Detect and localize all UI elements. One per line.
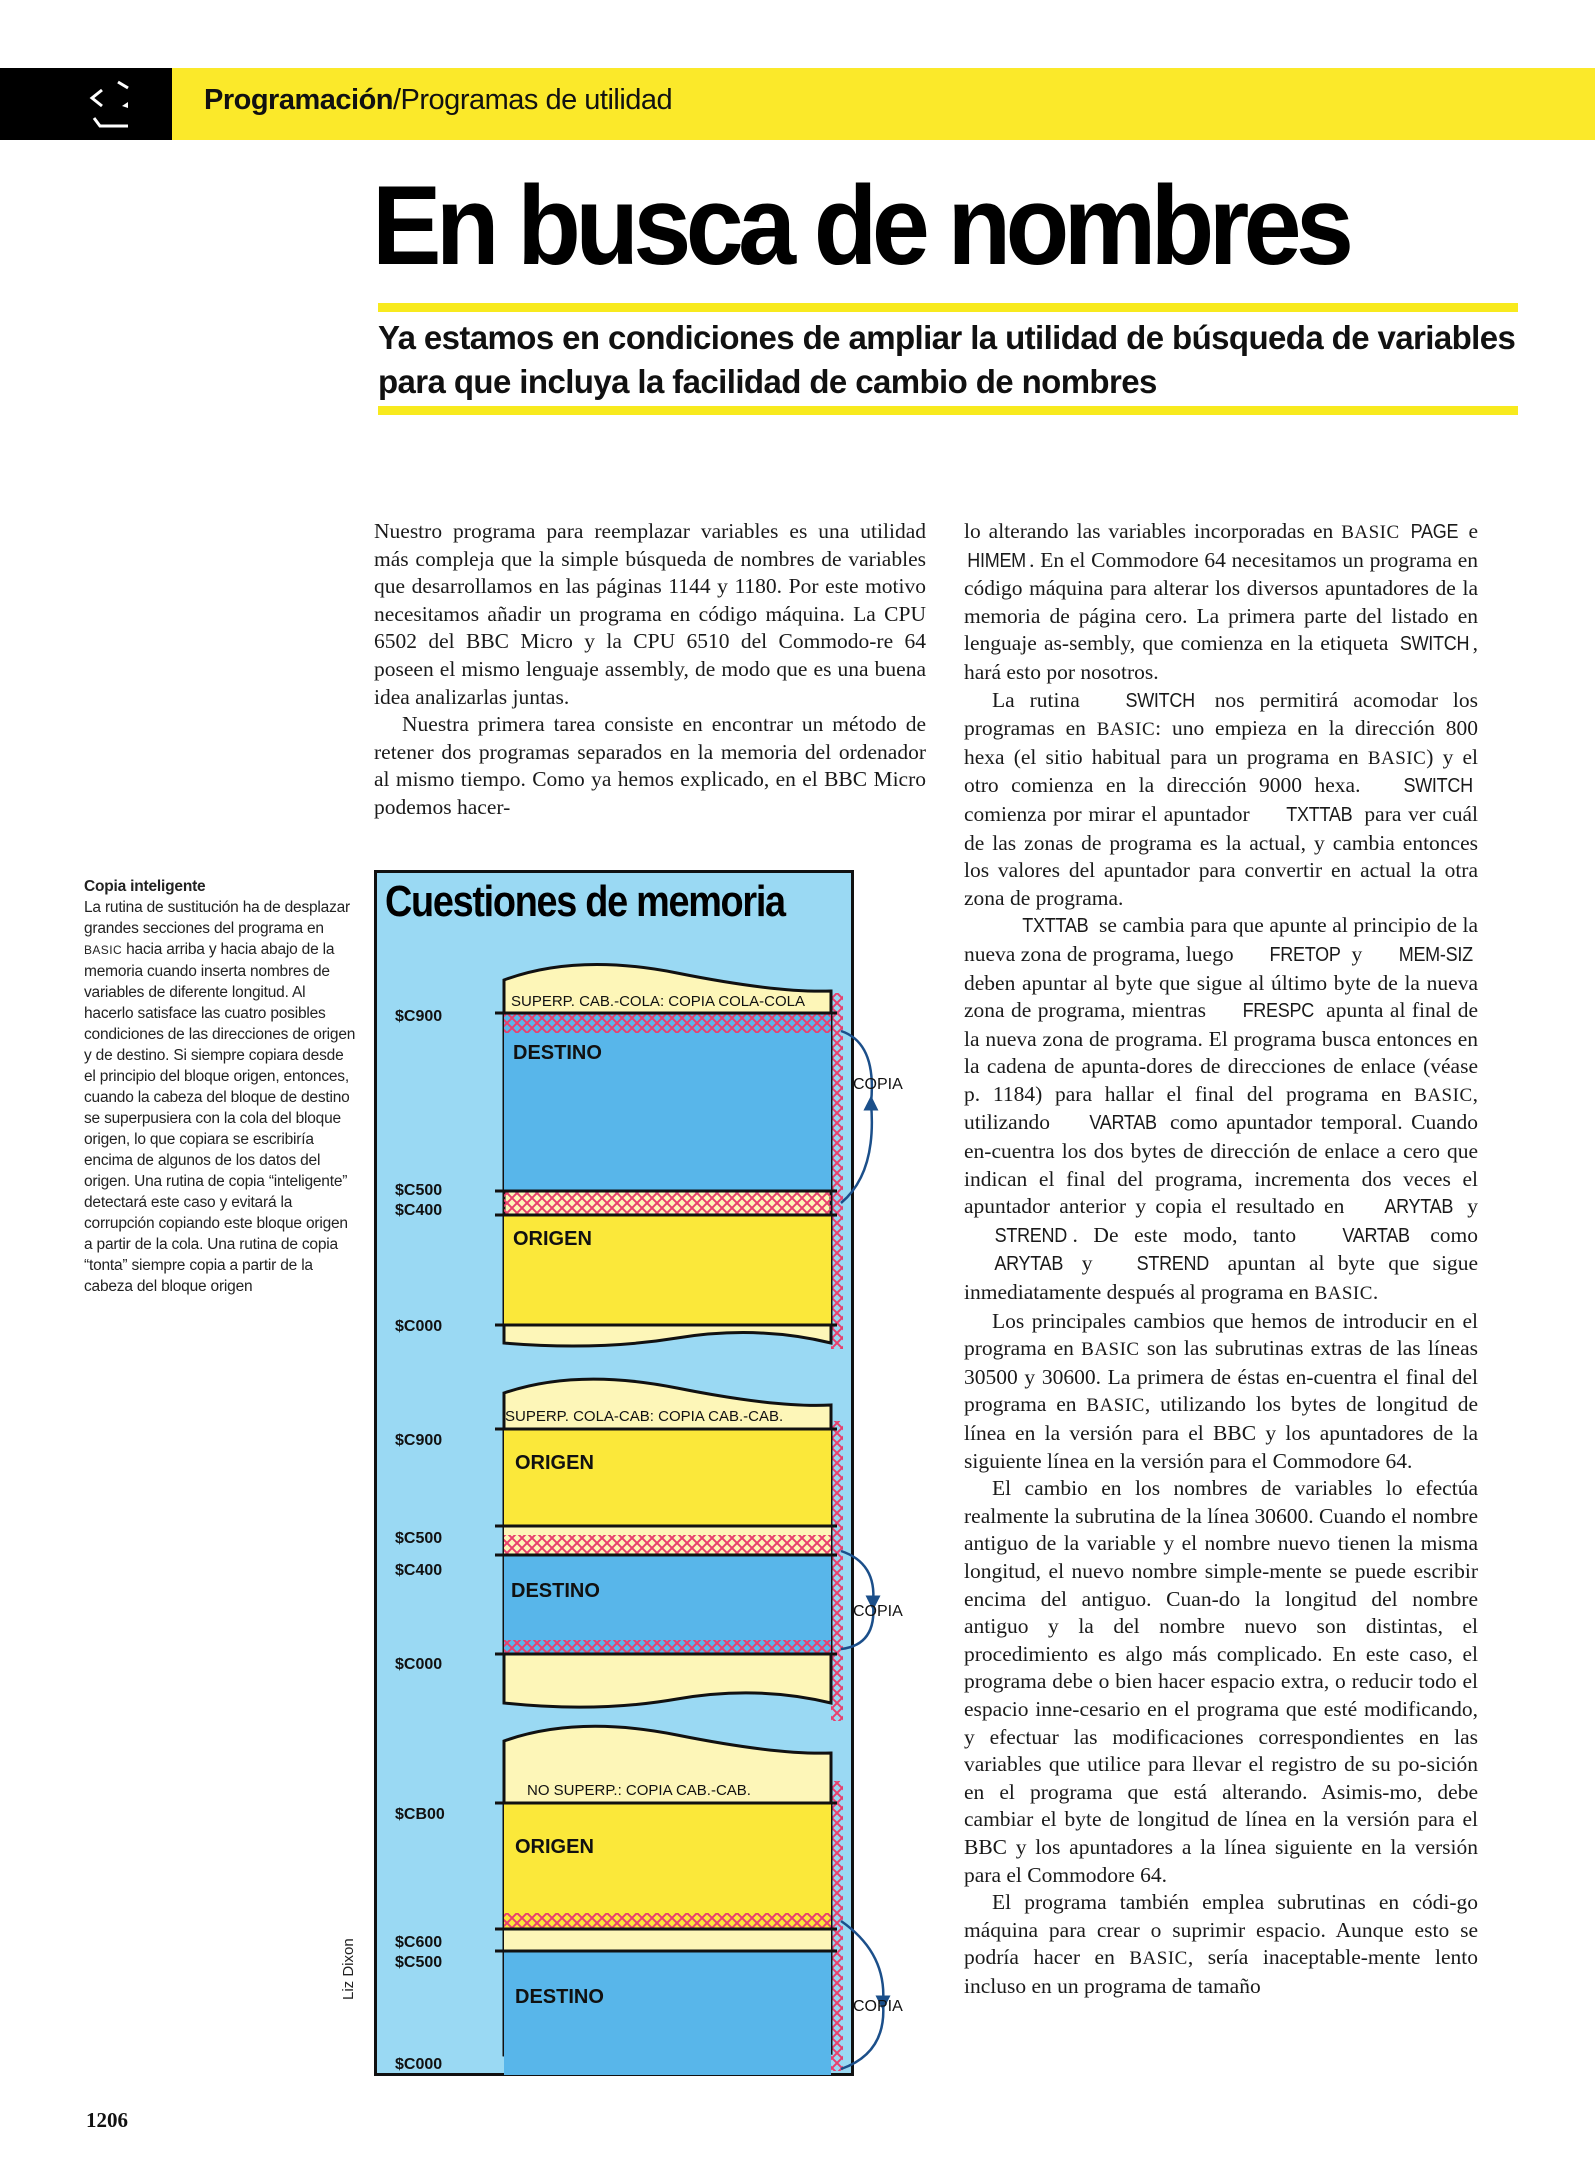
- svg-text:$C000: $C000: [395, 1656, 443, 1673]
- paragraph: TXTTAB se cambia para que apunte al principio de la nueva zona de programa, luego FRETOP y MEM-SIZ deben apuntar al byte que sigue al último byte de la nueva zona de programa, mientras FRESPC apunta al final de la nueva zona de programa. El programa busca entonces en la cadena de apunta-dores de direcciones de enlace (véase p. 1184) para hallar el final del programa en BASIC, utilizando VARTAB como apuntador temporal. Cuando en-cuentra los dos bytes de dirección de enlace a cero que indican el final del programa, incrementa dos veces el apuntador anterior y copia el resultado en ARYTAB y STREND . De este modo, tanto VARTAB como ARYTAB y STREND apuntan al byte que sigue inmediatamente después al programa en BASIC.: [964, 913, 1478, 1305]
- sidebar-text: La rutina de sustitución ha de desplazar grandes secciones del programa en: [84, 899, 351, 937]
- page-title: En busca de nombres: [372, 163, 1349, 288]
- svg-text:DESTINO: DESTINO: [511, 1580, 600, 1602]
- sidebar-heading: Copia inteligente: [84, 878, 206, 895]
- diagram-panel-2: [395, 1379, 903, 1721]
- svg-text:$CB00: $CB00: [395, 1806, 445, 1823]
- section-breadcrumb: [204, 84, 672, 117]
- chevron-brackets-icon: [88, 78, 158, 134]
- svg-text:$C500: $C500: [395, 1530, 443, 1547]
- page-subtitle: Ya estamos en condiciones de ampliar la utilidad de búsqueda de variables para que incluya la facilidad de cambio de nombres: [378, 319, 1516, 400]
- svg-text:ORIGEN: ORIGEN: [513, 1228, 592, 1250]
- svg-text:$C900: $C900: [395, 1008, 443, 1025]
- paragraph: El cambio en los nombres de variables lo efectúa realmente la subrutina de la línea 30600. Cuando el nombre antiguo de la variable y el nombre nuevo tienen la misma longitud, el nuevo nombre simple-mente se puede escribir encima del antiguo. Cuan-do la longitud del nombre antiguo y la del nombre nuevo son distintas, el procedimiento es algo más complicado. En este caso, el programa debe o bien hacer espacio extra, o reducir todo el espacio inne-cesario en el programa que esté modificando, y efectuar las modificaciones correspondientes en las variables que utilice para llevar el registro de su po-sición en el programa que está alterando. Asimis-mo, debe cambiar el byte de longitud de línea en la versión para el BBC y los apuntadores a la línea siguiente en la versión para el Commodore 64.: [964, 1476, 1478, 1887]
- svg-text:$C000: $C000: [395, 2056, 443, 2073]
- paragraph: lo alterando las variables incorporadas en BASIC PAGE e HIMEM . En el Commodore 64 necesitamos un programa en código máquina para alterar los diversos apuntadores de la memoria de página cero. La primera parte del listado en lenguaje as-sembly, que comienza en la etiqueta SWITCH , hará esto por nosotros.: [964, 519, 1479, 684]
- diagram-panel-1: [395, 964, 903, 1349]
- svg-text:ORIGEN: ORIGEN: [515, 1452, 594, 1474]
- paragraph: Nuestra primera tarea consiste en encontrar un método de retener dos programas separados en la memoria del ordenador al mismo tiempo. Como ya hemos explicado, en el BBC Micro podemos hacer-: [374, 712, 926, 819]
- illustration-credit: Liz Dixon: [340, 1938, 357, 2000]
- article-column-2: [964, 518, 1478, 2000]
- memory-diagram-graphic: [377, 873, 903, 2073]
- svg-text:DESTINO: DESTINO: [515, 1986, 604, 2008]
- svg-text:$C500: $C500: [395, 1954, 443, 1971]
- svg-text:SUPERP. CAB.-COLA: COPIA COLA-: SUPERP. CAB.-COLA: COPIA COLA-COLA: [511, 993, 805, 1010]
- svg-text:NO SUPERP.: COPIA CAB.-CAB.: NO SUPERP.: COPIA CAB.-CAB.: [527, 1782, 751, 1799]
- svg-text:COPIA: COPIA: [853, 1076, 903, 1093]
- diagram-title: Cuestiones de memoria: [385, 877, 785, 926]
- diagram-panel-3: [395, 1726, 903, 2075]
- paragraph: Nuestro programa para reemplazar variables es una utilidad más compleja que la simple búsqueda de nombres de variables que desarrollamos en las páginas 1144 y 1180. Por este motivo necesitamos añadir un programa en código máquina. La CPU 6502 del BBC Micro y la CPU 6510 del Commodo-re 64 poseen el mismo lenguaje assembly, de modo que es una buena idea analizarlas juntas.: [374, 519, 926, 709]
- article-column-1: [374, 518, 926, 822]
- svg-text:$C000: $C000: [395, 1318, 443, 1335]
- svg-text:COPIA: COPIA: [853, 1998, 903, 2015]
- sidebar-note: Copia inteligente La rutina de sustitución ha de desplazar grandes secciones del programa en BASIC hacia arriba y hacia abajo de la memoria cuando inserta nombres de variables de diferente longitud. Al hacerlo satisface las cuatro posibles condiciones de las direcciones de origen y de destino. Si siempre copiara desde el principio del bloque origen, entonces, cuando la cabeza del bloque de destino se superpusiera con la cola del bloque origen, lo que copiara se escribiría encima de algunos de los datos del origen. Una rutina de copia “inteligente” detectará este caso y evitará la corrupción copiando este bloque origen a partir de la cola. Una rutina de copia “tonta” siempre copia a partir de la cabeza del bloque origen: [84, 878, 356, 1295]
- paragraph: Los principales cambios que hemos de introducir en el programa en BASIC son las subrutinas extras de las líneas 30500 y 30600. La primera de éstas en-cuentra el final del programa en BASIC, utilizando los bytes de longitud de línea en la versión para el BBC y los apuntadores de la siguiente línea en la versión para el Commodore 64.: [964, 1308, 1479, 1473]
- svg-text:$C500: $C500: [395, 1182, 443, 1199]
- yellow-rule-bottom: [378, 406, 1518, 415]
- memory-diagram: [374, 870, 903, 2076]
- svg-text:ORIGEN: ORIGEN: [515, 1836, 594, 1858]
- svg-text:$C400: $C400: [395, 1202, 443, 1219]
- section-name: Programación: [204, 84, 393, 116]
- paragraph: La rutina SWITCH nos permitirá acomodar los programas en BASIC: uno empieza en la dirección 800 hexa (el sitio habitual para un programa en BASIC) y el otro comienza en la dirección 9000 hexa. SWITCH comienza por mirar el apuntador TXTTAB para ver cuál de las zonas de programa es la actual, y cambia entonces los valores del apuntador para convertir en actual la otra zona de programa.: [964, 687, 1478, 910]
- subsection-name: /Programas de utilidad: [393, 84, 673, 116]
- svg-text:$C400: $C400: [395, 1562, 443, 1579]
- paragraph: El programa también emplea subrutinas en códi-go máquina para crear o suprimir espacio. Aunque esto se podría hacer en BASIC, sería inaceptable-mente lento incluso en un programa de tamaño: [964, 1890, 1478, 1998]
- page-number: 1206: [86, 2108, 128, 2132]
- svg-text:SUPERP. COLA-CAB: COPIA CAB.-C: SUPERP. COLA-CAB: COPIA CAB.-CAB.: [505, 1408, 784, 1425]
- svg-text:DESTINO: DESTINO: [513, 1042, 602, 1064]
- svg-text:COPIA: COPIA: [853, 1603, 903, 1620]
- svg-text:$C900: $C900: [395, 1432, 443, 1449]
- yellow-rule-top: [378, 303, 1518, 312]
- svg-text:$C600: $C600: [395, 1934, 443, 1951]
